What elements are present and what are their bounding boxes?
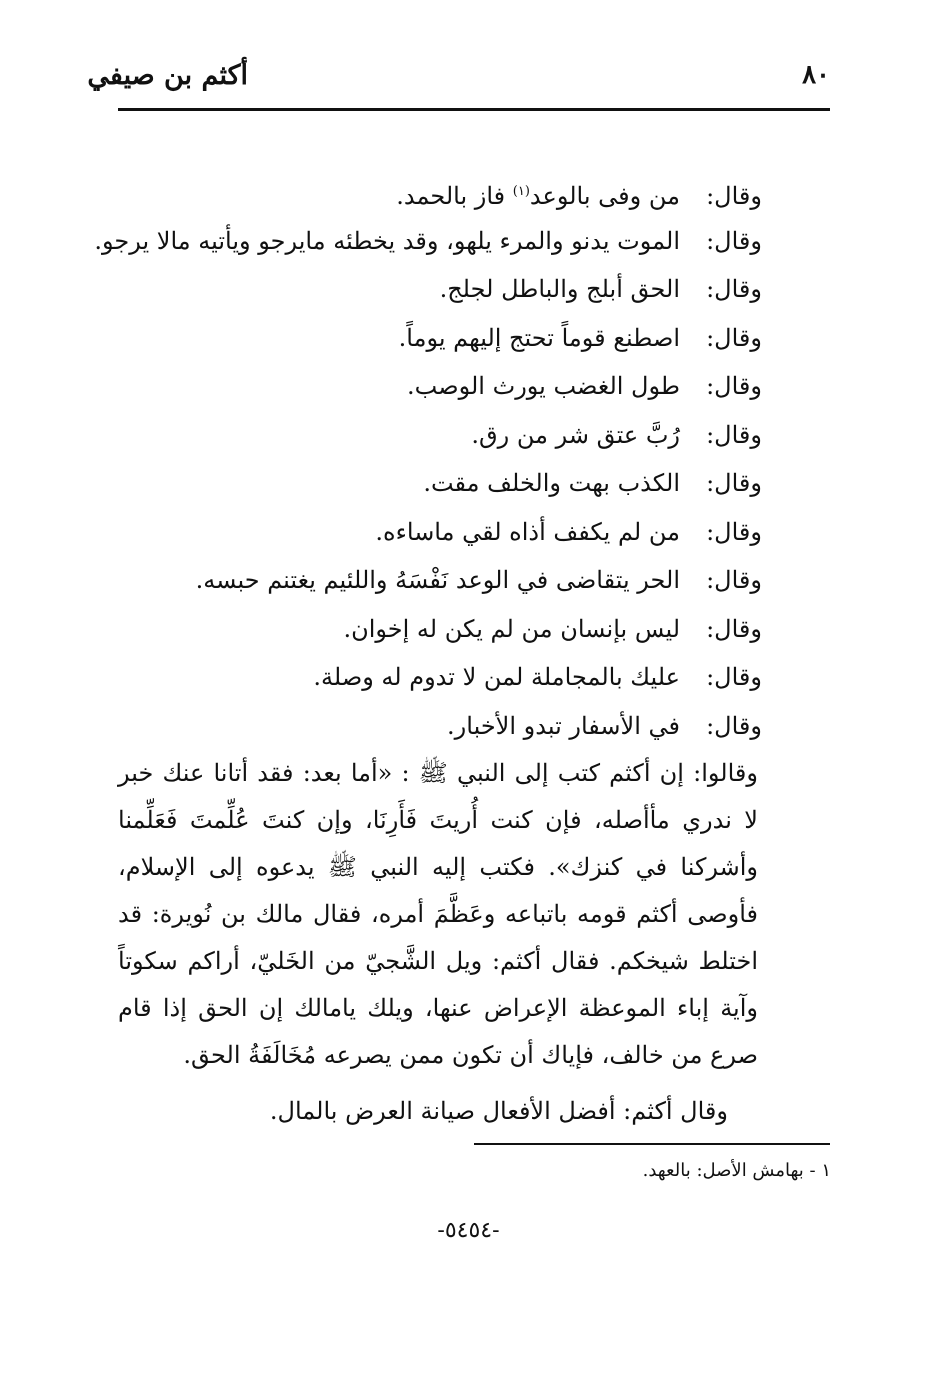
footnote-ref: (١)	[512, 184, 530, 199]
saying-text: طول الغضب يورث الوصب.	[407, 372, 680, 400]
saying-text: الكذب بهت والخلف مقت.	[423, 469, 680, 497]
saying-text: الحق أبلج والباطل لجلج.	[439, 275, 680, 303]
saying-text: في الأسفار تبدو الأخبار.	[447, 711, 680, 740]
saying-item	[120, 706, 762, 755]
saying-label: وقال:	[706, 566, 762, 594]
saying-label: وقال:	[706, 323, 762, 352]
saying-text: الحر يتقاضى في الوعد نَفْسَهُ واللئيم يغتنم حبسه.	[195, 566, 680, 594]
saying-item	[120, 318, 762, 367]
saying-label: وقال:	[706, 275, 762, 303]
saying-text: الموت يدنو والمرء يلهو، وقد يخطئه مايرجو ويأتيه مالا يرجو.	[94, 226, 680, 255]
body-paragraph: وقالوا: إن أكثم كتب إلى النبي ﷺ : «أما بعد: فقد أتانا عنك خبر لا ندري مأأصله، فإن كنت أُريتَ فَأَرِنَا، وإن كنتَ عُلِّمتَ فَعَلِّمنا وأشركنا في كنزك». فكتب إليه النبي ﷺ يدعوه إلى الإسلام، فأوصى أكثم قومه باتباعه وعَظَّمَ أمره، فقال مالك بن نُويرة: قد اختلط شيخكم. فقال أكثم: ويل الشَّجيّ من الخَليّ، أراكم سكوتاً وآية إباء الموعظة الإعراض عنها، ويلك يامالك إن الحق إذا قام صرع من خالف، فإياك أن تكون ممن يصرعه مُخَالَفَةُ الحق.	[118, 759, 758, 1069]
saying-label: وقال:	[706, 420, 762, 449]
saying-label: وقال:	[706, 372, 762, 400]
saying-text-tail: فاز بالحمد.	[396, 182, 513, 210]
saying-label: وقال:	[706, 469, 762, 497]
saying-label: وقال:	[706, 182, 762, 210]
saying-label: وقال:	[706, 711, 762, 740]
saying-item	[120, 463, 762, 512]
saying-text	[396, 172, 680, 216]
footer-page-number: -٥٤٥٤-	[437, 1218, 500, 1243]
footnote: ١ - بهامش الأصل: بالعهد.	[642, 1160, 831, 1181]
header-page-number: ٨٠	[802, 60, 830, 90]
saying-text: عليك بالمجاملة لمن لا تدوم له وصلة.	[313, 663, 680, 691]
saying-item	[120, 512, 762, 561]
saying-item	[120, 415, 762, 464]
saying-item	[120, 560, 762, 609]
saying-item	[120, 609, 762, 658]
saying-label: وقال:	[706, 517, 762, 546]
header-rule	[118, 108, 830, 111]
saying-text: رُبَّ عتق شر من رق.	[471, 420, 680, 449]
header-title: أكثم بن صيفي	[87, 60, 248, 91]
saying-item	[120, 657, 762, 706]
saying-text: اصطنع قوماً تحتج إليهم يوماً.	[398, 323, 680, 352]
saying-item	[120, 172, 762, 221]
saying-label: وقال:	[706, 663, 762, 691]
sayings-list	[94, 172, 762, 754]
saying-text: ليس بإنسان من لم يكن له إخوان.	[343, 614, 680, 643]
closing-paragraph: وقال أكثم: أفضل الأفعال صيانة العرض بالمال.	[269, 1097, 728, 1125]
saying-item	[94, 221, 762, 270]
saying-text: من لم يكفف أذاه لقي ماساءه.	[375, 517, 680, 546]
saying-label: وقال:	[706, 614, 762, 643]
saying-item	[120, 269, 762, 318]
saying-text-main: من وفى بالوعد	[529, 182, 680, 210]
saying-label: وقال:	[706, 226, 762, 255]
saying-item	[120, 366, 762, 415]
page-header	[87, 52, 830, 112]
footnote-rule	[474, 1143, 830, 1145]
